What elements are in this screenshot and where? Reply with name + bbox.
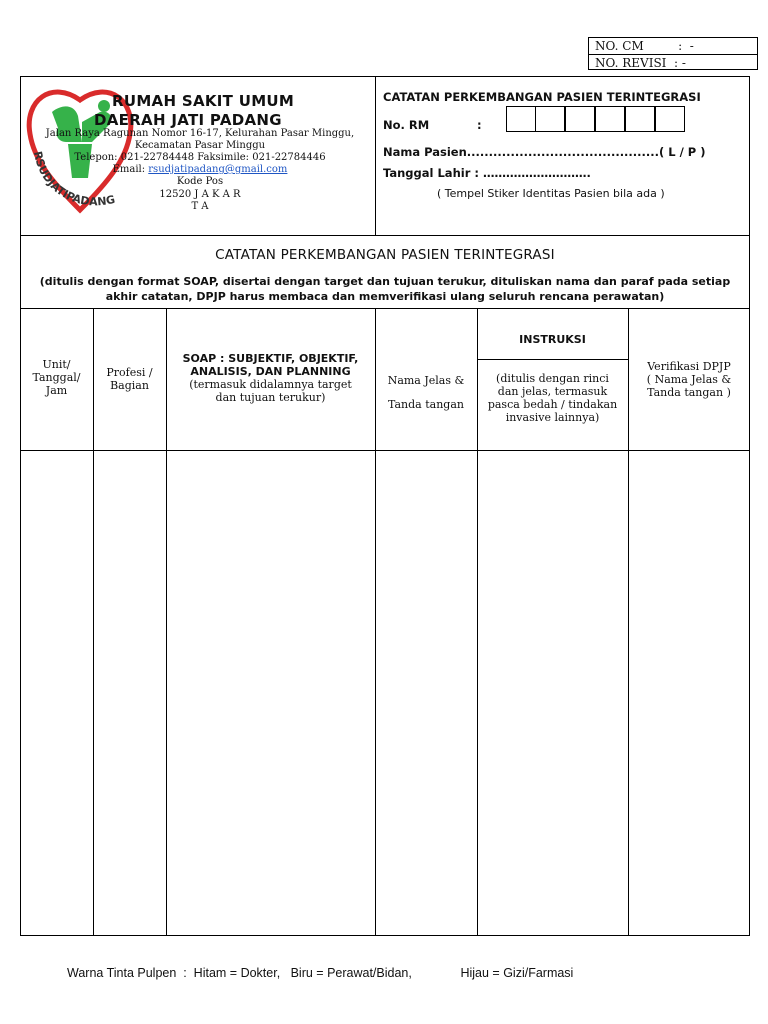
header-divider [375,76,376,235]
hospital-name-line1: RUMAH SAKIT UMUM [112,92,295,110]
cell-profesi-entry[interactable] [94,451,166,934]
no-rm-colon: : [477,118,482,132]
col-verifikasi-line2: ( Nama Jelas & [646,373,732,386]
email-line [30,164,370,176]
col-profesi-line1: Profesi / [106,366,153,379]
col-verifikasi-dpjp [628,360,750,399]
col-instruksi-note3: pasca bedah / tindakan [487,398,618,411]
nama-pasien-field[interactable]: Nama Pasien............................................( L / P ) [383,145,706,159]
footer-ink-legend: Warna Tinta Pulpen : Hitam = Dokter, Biru = Perawat/Bidan, Hijau = Gizi/Farmasi [67,966,574,980]
tanggal-lahir-field[interactable]: Tanggal Lahir : ………………………. [383,166,591,180]
address-line2: Kecamatan Pasar Minggu [134,140,266,151]
document-code-box [588,37,758,70]
postal-city-cont: T A [191,201,209,212]
section-note-line2: akhir catatan, DPJP harus membaca dan memverifikasi ulang seluruh rencana perawatan) [105,290,665,303]
instruksi-divider [477,359,628,360]
postal-city: 12520 J A K A R [159,189,241,200]
phone-fax: Telepon: 021-22784448 Faksimile: 021-22784446 [74,152,326,163]
cell-instruksi-entry[interactable] [478,451,628,934]
col-soap-note2: dan tujuan terukur) [215,391,326,404]
section-title: CATATAN PERKEMBANGAN PASIEN TERINTEGRASI [215,247,555,263]
rm-digit-4[interactable] [595,106,625,132]
col-instruksi-note2: dan jelas, termasuk [497,385,608,398]
col-unit-line3: Jam [45,384,68,397]
postal-label: Kode Pos [176,176,224,187]
col-soap [166,352,375,404]
no-cm: NO. CM : - [595,39,694,53]
col-profesi-bagian [93,366,166,392]
svg-text:RSUDJATIPADANG: RSUDJATIPADANG [30,150,117,209]
col-nama-jelas-line1: Nama Jelas & [387,374,465,387]
cell-soap-entry[interactable] [167,451,375,934]
section-note-line1: (ditulis dengan format SOAP, disertai dengan target dan tujuan terukur, dituliskan nama dan paraf pada setiap [39,275,731,288]
header-bottom-line [20,235,750,236]
rm-digit-5[interactable] [625,106,655,132]
col-nama-jelas [375,374,477,411]
col-instruksi-note4: invasive lainnya) [505,411,600,424]
col-soap-note1: (termasuk didalamnya target [189,378,352,391]
rm-digit-3[interactable] [565,106,595,132]
cell-verifikasi-entry[interactable] [629,451,749,934]
no-revisi: NO. REVISI : - [589,54,757,71]
cell-nama-entry[interactable] [376,451,477,934]
sticker-note: ( Tempel Stiker Identitas Pasien bila ada ) [437,187,665,200]
col-nama-jelas-line2: Tanda tangan [388,398,464,411]
table-top-line [20,308,750,309]
col-soap-line1: SOAP : SUBJEKTIF, OBJEKTIF, [182,352,359,365]
col-instruksi-title: INSTRUKSI [519,333,586,346]
col-instruksi-note [477,372,628,424]
email-link[interactable]: rsudjatipadang@gmail.com [148,164,288,175]
col-profesi-line2: Bagian [110,379,149,392]
no-rm-label: No. RM [383,118,430,132]
email-label: Email: [112,164,149,175]
col-unit-line1: Unit/ [42,358,71,371]
col-instruksi-note1: (ditulis dengan rinci [496,372,609,385]
col-unit-tanggal-jam [20,358,93,397]
patient-header-title: CATATAN PERKEMBANGAN PASIEN TERINTEGRASI [383,90,701,104]
col-unit-line2: Tanggal/ [32,371,81,384]
rm-digit-2[interactable] [535,106,565,132]
rm-digit-6[interactable] [655,106,685,132]
rm-digit-1[interactable] [506,106,536,132]
cell-unit-entry[interactable] [21,451,93,934]
col-verifikasi-line1: Verifikasi DPJP [647,360,731,373]
address-line1: Jalan Raya Ragunan Nomor 16-17, Kelurahan Pasar Minggu, [45,128,355,139]
hospital-name-line2: DAERAH JATI PADANG [94,111,282,129]
col-verifikasi-line3: Tanda tangan ) [647,386,731,399]
col-soap-line2: ANALISIS, DAN PLANNING [190,365,351,378]
